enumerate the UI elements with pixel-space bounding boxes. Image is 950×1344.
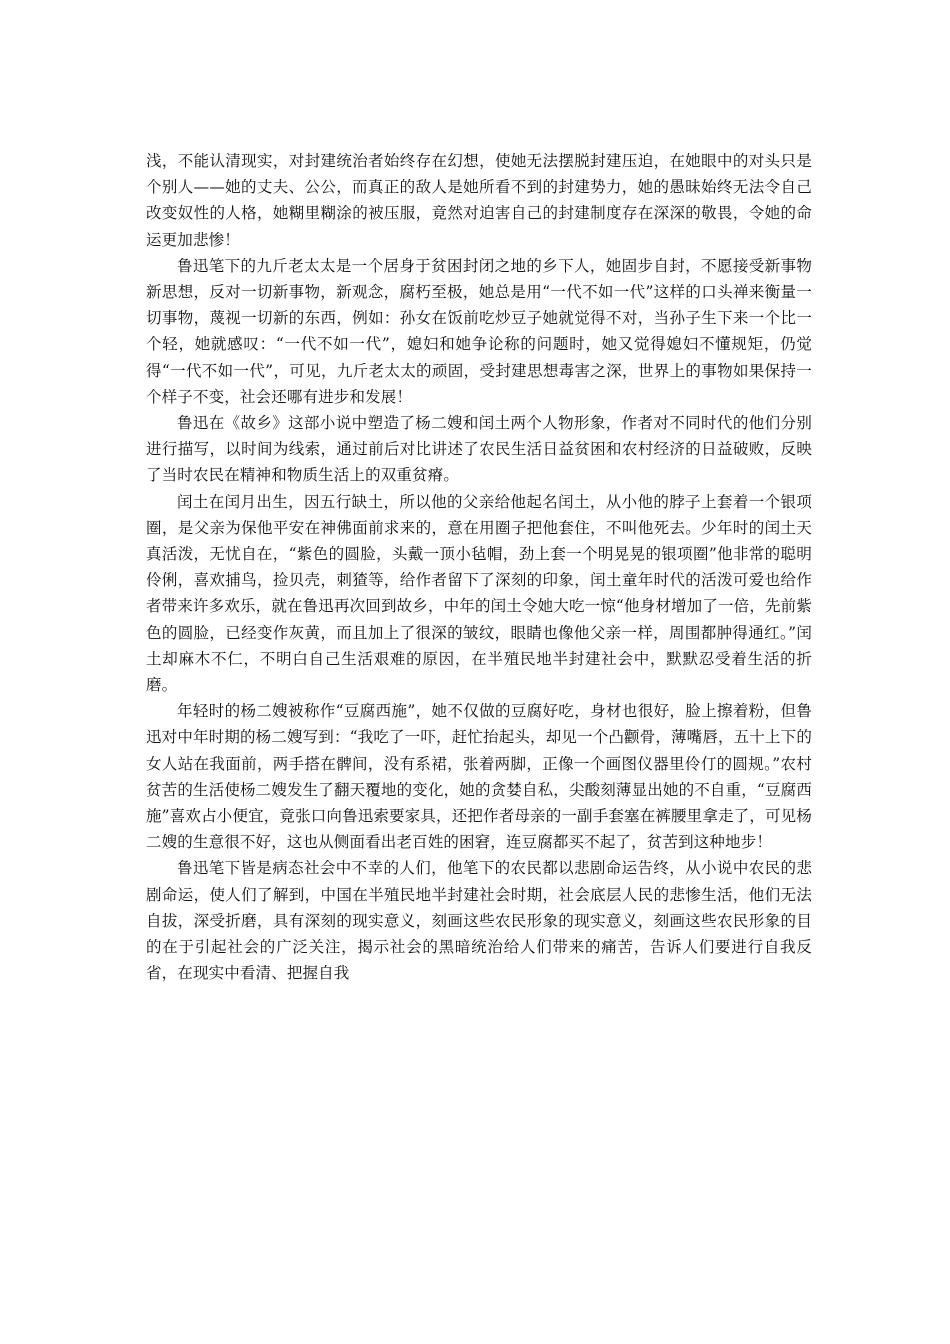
paragraph-4: 闰土在闰月出生，因五行缺土，所以他的父亲给他起名闰土，从小他的脖子上套着一个银项圈，是父亲为保他平安在神佛面前求来的，意在用圈子把他套住，不叫他死去。少年时的闰土天真活泼，无忧自在，“紫色的圆脸，头戴一顶小毡帽，劲上套一个明晃晃的银项圈”他非常的聪明伶俐，喜欢捕鸟，捡贝壳，刺猹等，给作者留下了深刻的印象，闰土童年时代的活泼可爱也给作者带来许多欢乐，就在鲁迅再次回到故乡，中年的闰土令她大吃一惊“他身材增加了一倍，先前紫色的圆脸，已经变作灰黄，而且加上了很深的皱纹，眼睛也像他父亲一样，周围都肿得通红。”闰土却麻木不仁，不明白自己生活艰难的原因，在半殖民地半封建社会中，默默忍受着生活的折磨。 [146, 492, 812, 695]
paragraph-2: 鲁迅笔下的九斤老太太是一个居身于贫困封闭之地的乡下人，她固步自封，不愿接受新事物新思想，反对一切新事物，新观念，腐朽至极，她总是用“一代不如一代”这样的口头禅来衡量一切事物，蔑视一切新的东西，例如：孙女在饭前吃炒豆子她就觉得不对，当孙子生下来一个比一个轻，她就感叹：“一代不如一代”，媳妇和她争论称的问题时，她又觉得媳妇不懂规矩，仍觉得“一代不如一代”，可见，九斤老太太的顽固，受封建思想毒害之深，世界上的事物如果保持一个样子不变，社会还哪有进步和发展！ [146, 256, 812, 406]
document-body [146, 148, 812, 987]
paragraph-6: 鲁迅笔下皆是病态社会中不幸的人们，他笔下的农民都以悲剧命运告终，从小说中农民的悲剧命运，使人们了解到，中国在半殖民地半封建社会时期，社会底层人民的悲惨生活，他们无法自拔，深受折磨，具有深刻的现实意义，刻画这些农民形象的现实意义，刻画这些农民形象的目的在于引起社会的广泛关注，揭示社会的黑暗统治给人们带来的痛苦，告诉人们要进行自我反省，在现实中看清、把握自我 [146, 859, 812, 983]
paragraph-3: 鲁迅在《故乡》这部小说中塑造了杨二嫂和闰土两个人物形象，作者对不同时代的他们分别进行描写，以时间为线索，通过前后对比讲述了农民生活日益贫困和农村经济的日益破败，反映了当时农民在精神和物质生活上的双重贫瘠。 [146, 414, 812, 485]
paragraph-1: 浅，不能认清现实，对封建统治者始终存在幻想，使她无法摆脱封建压迫，在她眼中的对头只是个别人——她的丈夫、公公，而真正的敌人是她所看不到的封建势力，她的愚昧始终无法令自己改变奴性的人格，她糊里糊涂的被压服，竟然对迫害自己的封建制度存在深深的敬畏，令她的命运更加悲惨！ [146, 152, 812, 249]
paragraph-5: 年轻时的杨二嫂被称作“豆腐西施”，她不仅做的豆腐好吃，身材也很好，脸上擦着粉，但鲁迅对中年时期的杨二嫂写到：“我吃了一吓，赶忙抬起头，却见一个凸颧骨，薄嘴唇，五十上下的女人站在我面前，两手搭在髀间，没有系裙，张着两脚，正像一个画图仪器里伶仃的圆规。”农村贫苦的生活使杨二嫂发生了翻天覆地的变化，她的贪婪自私，尖酸刻薄显出她的不自重，“豆腐西施”喜欢占小便宜，竟张口向鲁迅索要家具，还把作者母亲的一副手套塞在裤腰里拿走了，可见杨二嫂的生意很不好，这也从侧面看出老百姓的困窘，连豆腐都买不起了，贫苦到这种地步！ [146, 702, 812, 852]
